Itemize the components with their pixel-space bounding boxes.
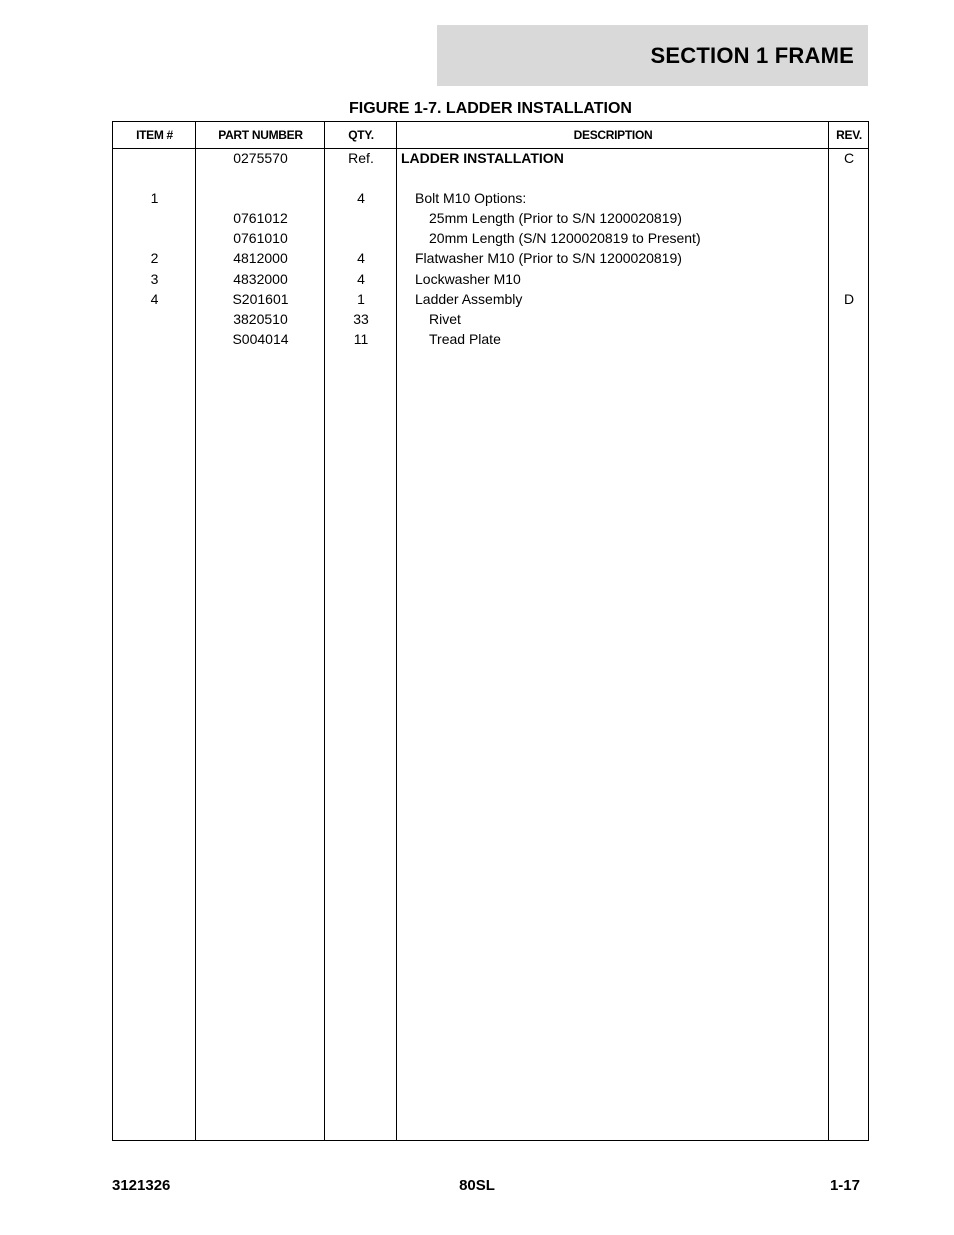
revision: C [843, 150, 855, 166]
footer-page-number: 1-17 [829, 1177, 860, 1194]
quantity: 4 [357, 190, 365, 206]
part-number: 0761010 [233, 230, 288, 246]
description: Flatwasher M10 (Prior to S/N 1200020819) [415, 250, 682, 266]
description: 20mm Length (S/N 1200020819 to Present) [429, 230, 701, 246]
table-row [113, 148, 868, 168]
column-header-qty: QTY. [348, 128, 374, 142]
quantity: 11 [353, 331, 369, 347]
part-number: 0761012 [233, 210, 288, 226]
description: Bolt M10 Options: [415, 190, 527, 206]
column-header-part-number: PART NUMBER [218, 128, 303, 142]
quantity: 4 [357, 250, 365, 266]
column-header-description: DESCRIPTION [573, 128, 653, 142]
part-number: S004014 [232, 331, 289, 347]
item-number: 1 [150, 190, 159, 206]
table-row [113, 329, 868, 349]
description: Ladder Assembly [415, 291, 523, 307]
table-row [113, 289, 868, 309]
column-header-item: ITEM # [136, 128, 173, 142]
item-number: 4 [150, 291, 159, 307]
footer-doc-number: 3121326 [112, 1177, 171, 1194]
section-header [437, 25, 868, 86]
part-number: S201601 [232, 291, 289, 307]
quantity: 4 [357, 271, 365, 287]
table-row [113, 188, 868, 208]
section-title: SECTION 1 FRAME [650, 42, 854, 68]
description: LADDER INSTALLATION [401, 150, 564, 166]
description: Rivet [429, 311, 461, 327]
table-row [113, 208, 868, 228]
part-number: 3820510 [233, 311, 288, 327]
description: Tread Plate [429, 331, 501, 347]
part-number: 0275570 [233, 150, 288, 166]
quantity: Ref. [348, 150, 374, 166]
quantity: 33 [353, 311, 369, 327]
quantity: 1 [357, 291, 365, 307]
footer-model: 80SL [459, 1177, 495, 1194]
item-number: 3 [150, 271, 159, 287]
table-row [113, 228, 868, 248]
column-header-rev: REV. [836, 128, 862, 142]
part-number: 4832000 [233, 271, 288, 287]
revision: D [843, 291, 855, 307]
description: Lockwasher M10 [415, 271, 521, 287]
table-row [113, 309, 868, 329]
figure-title: FIGURE 1-7. LADDER INSTALLATION [349, 100, 632, 117]
table-row [113, 269, 868, 289]
table-row [113, 248, 868, 268]
parts-table [112, 121, 869, 1141]
part-number: 4812000 [233, 250, 288, 266]
item-number: 2 [150, 250, 159, 266]
description: 25mm Length (Prior to S/N 1200020819) [429, 210, 682, 226]
